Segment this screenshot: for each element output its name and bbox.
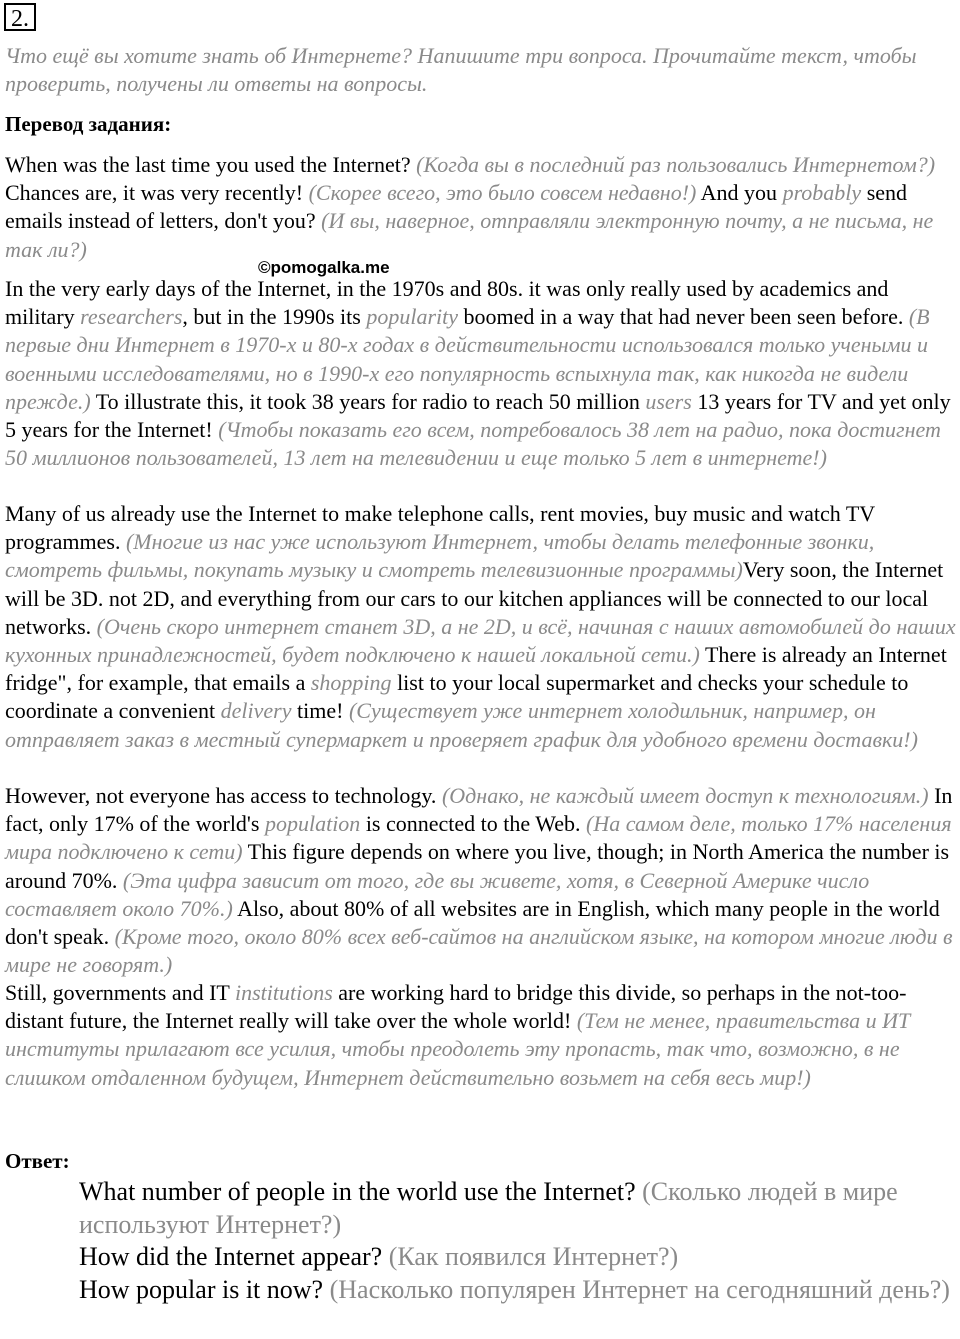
answer-label: Ответ: xyxy=(5,1149,70,1173)
answer-ru: (Сколько людей в мире используют Интернет?) xyxy=(79,1177,898,1239)
text-en: , but in the 1990s its xyxy=(182,304,361,330)
text-en: This figure depends on where you live, though; in North America the number is around 70%. xyxy=(5,839,950,893)
sentence-ru: (И вы, наверное, отправляли электронную почту, а не письма, не так ли?) xyxy=(5,208,934,262)
sentence-en: send emails instead of letters, don't you? xyxy=(5,180,908,234)
text-en: time! xyxy=(297,698,344,724)
text-ru: (Чтобы показать его всем, потребовалось 38 лет на радио, пока достигнет 50 миллионов пользователей, 13 лет на телевидении и еще только 5 лет в интернете!) xyxy=(5,417,941,471)
keyword: shopping xyxy=(310,670,392,696)
keyword: delivery xyxy=(220,698,292,724)
answer-en: How did the Internet appear? xyxy=(79,1242,383,1272)
keyword: users xyxy=(645,388,692,414)
answer-ru: (Как появился Интернет?) xyxy=(388,1242,679,1272)
keyword: institutions xyxy=(234,980,333,1005)
answer-item xyxy=(79,1176,959,1241)
text-paragraph-4 xyxy=(5,979,957,1092)
watermark: ©pomogalka.me xyxy=(258,258,390,277)
text-en: There is already an Internet fridge", for example, that emails a xyxy=(5,642,947,696)
answer-en: How popular is it now? xyxy=(79,1275,324,1305)
sentence-en: And you xyxy=(700,180,778,206)
text-ru: (Эта цифра зависит от того, где вы живете, хотя, в Северной Америке число составляет около 70%.) xyxy=(5,867,870,921)
text-ru: (Многие из нас уже используют Интернет, чтобы делать телефонные звонки, смотреть фильмы, покупать музыку и смотреть телевизионные программы) xyxy=(5,529,875,583)
text-ru: (Кроме того, около 80% всех веб-сайтов на английском языке, на котором многие люди в мире не говорят.) xyxy=(5,924,953,978)
text-en: However, not everyone has access to technology. xyxy=(5,783,437,808)
text-en: Still, governments and IT xyxy=(5,980,230,1005)
sentence-en: Chances are, it was very recently! xyxy=(5,180,304,206)
keyword: probably xyxy=(782,180,862,206)
translation-label: Перевод задания: xyxy=(5,112,172,136)
keyword: population xyxy=(264,811,361,837)
keyword: researchers xyxy=(80,304,183,330)
text-en: list to your local supermarket and checks your schedule to coordinate a convenient xyxy=(5,670,909,724)
answer-item xyxy=(79,1274,959,1307)
task-number: 2. xyxy=(4,3,36,31)
task-intro: Что ещё вы хотите знать об Интернете? Напишите три вопроса. Прочитайте текст, чтобы проверить, получены ли ответы на вопросы. xyxy=(5,43,917,96)
text-en: are working hard to bridge this divide, so perhaps in the not-too-distant future, the Internet really will take over the whole world! xyxy=(5,980,907,1034)
text-ru: (Очень скоро интернет станет 3D, а не 2D, и всё, начиная с наших автомобилей до наших кухонных принадлежностей, будет подключено к нашей локальной сети.) xyxy=(5,613,956,668)
text-paragraph-3 xyxy=(5,782,957,979)
text-ru: (Существует уже интернет холодильник, например, он отправляет заказ в местный супермаркет и проверяет график для удобного времени доставки!) xyxy=(5,698,918,752)
intro-paragraph xyxy=(5,151,957,264)
text-en: 13 years for TV and yet only 5 years for the Internet! xyxy=(5,388,951,443)
text-ru: (Тем не менее, правительства и ИТ институты прилагают все усилия, чтобы преодолеть эту пропасть, так что, возможно, в не слишком отдаленном будущем, Интернет действительно возьмет на себя весь мир!) xyxy=(5,1008,911,1090)
text-en: boomed in a way that had never been seen before. xyxy=(463,304,904,330)
answer-en: What number of people in the world use the Internet? xyxy=(79,1177,636,1206)
text-en: In the very early days of the Internet, in the 1970s and 80s. it was only really used by academics and military xyxy=(5,276,889,330)
text-en: Very soon, the Internet will be 3D. not 2D, and everything from our cars to our kitchen appliances will be connected to our local networks. xyxy=(5,557,944,639)
keyword: popularity xyxy=(366,304,459,330)
text-ru: (Однако, не каждый имеет доступ к технологиям.) xyxy=(441,783,929,808)
text-en: Also, about 80% of all websites are in English, which many people in the world don't speak. xyxy=(5,895,940,950)
text-en: is connected to the Web. xyxy=(365,811,581,837)
text-en: Many of us already use the Internet to make telephone calls, rent movies, buy music and watch TV programmes. xyxy=(5,501,875,555)
sentence-ru: (Скорее всего, это было совсем недавно!) xyxy=(308,180,697,206)
answer-ru: (Насколько популярен Интернет на сегодняшний день?) xyxy=(329,1275,950,1305)
text-paragraph-2 xyxy=(5,500,957,754)
text-en: In fact, only 17% of the world's xyxy=(5,783,953,837)
answer-item xyxy=(79,1241,959,1274)
sentence-en: When was the last time you used the Internet? xyxy=(5,152,411,177)
answers-list xyxy=(79,1176,959,1307)
text-ru: (На самом деле, только 17% населения мира подключено к сети) xyxy=(5,811,952,865)
text-paragraph-1 xyxy=(5,275,957,472)
sentence-ru: (Когда вы в последний раз пользовались Интернетом?) xyxy=(416,152,936,177)
text-en: To illustrate this, it took 38 years for radio to reach 50 million xyxy=(95,388,640,414)
text-ru: (В первые дни Интернет в 1970-х и 80-х годах в действительности использовался только учеными и военными исследователями, но в 1990-х его популярность вспыхнула так, как никогда не видели прежде.) xyxy=(5,304,930,414)
